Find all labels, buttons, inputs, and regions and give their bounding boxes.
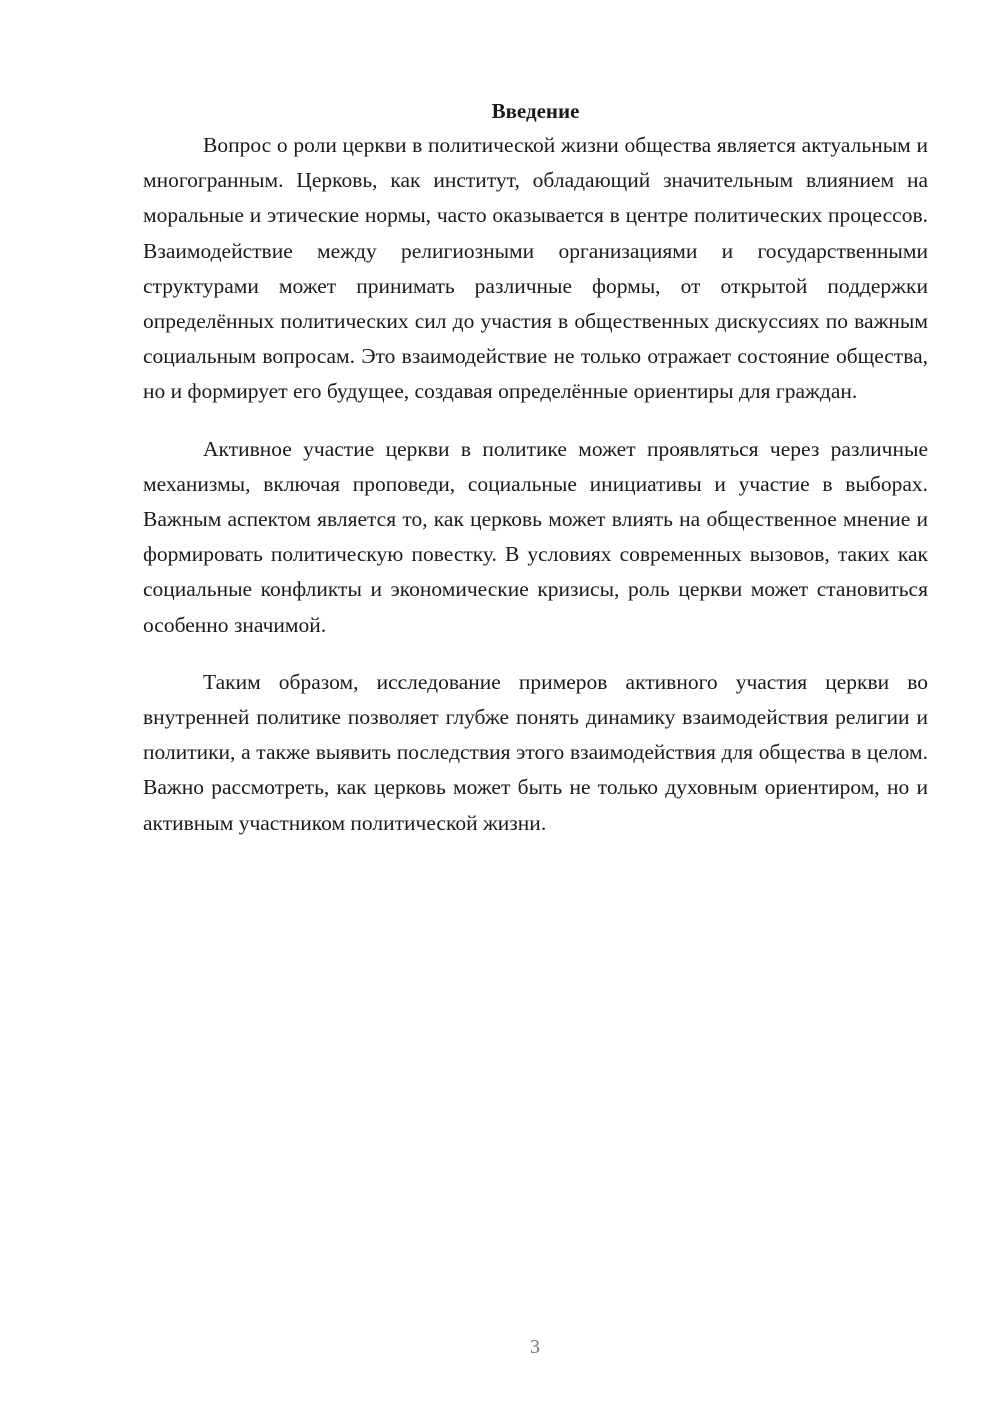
paragraph-3: Таким образом, исследование примеров активного участия церкви во внутренней политике позволяет глубже понять динамику взаимодействия религии и политики, а также выявить последствия этого взаимодействия для общества в целом. Важно рассмотреть, как церковь может быть не только духовным ориентиром, но и активным участником политической жизни.	[143, 669, 928, 835]
paragraph-1: Вопрос о роли церкви в политической жизни общества является актуальным и многогранным. Церковь, как институт, обладающий значительным влиянием на моральные и этические нормы, часто оказывается в центре политических процессов. Взаимодействие между религиозными организациями и государственными структурами может принимать различные формы, от открытой поддержки определённых политических сил до участия в общественных дискуссиях по важным социальным вопросам. Это взаимодействие не только отражает состояние общества, но и формирует его будущее, создавая определённые ориентиры для граждан.	[143, 133, 928, 404]
paragraph-2: Активное участие церкви в политике может проявляться через различные механизмы, включая проповеди, социальные инициативы и участие в выборах. Важным аспектом является то, как церковь может влиять на общественное мнение и формировать политическую повестку. В условиях современных вызовов, таких как социальные конфликты и экономические кризисы, роль церкви может становиться особенно значимой.	[143, 436, 928, 637]
section-heading: Введение	[491, 99, 580, 123]
page-content	[143, 96, 928, 841]
page-number: 3	[530, 1336, 540, 1358]
